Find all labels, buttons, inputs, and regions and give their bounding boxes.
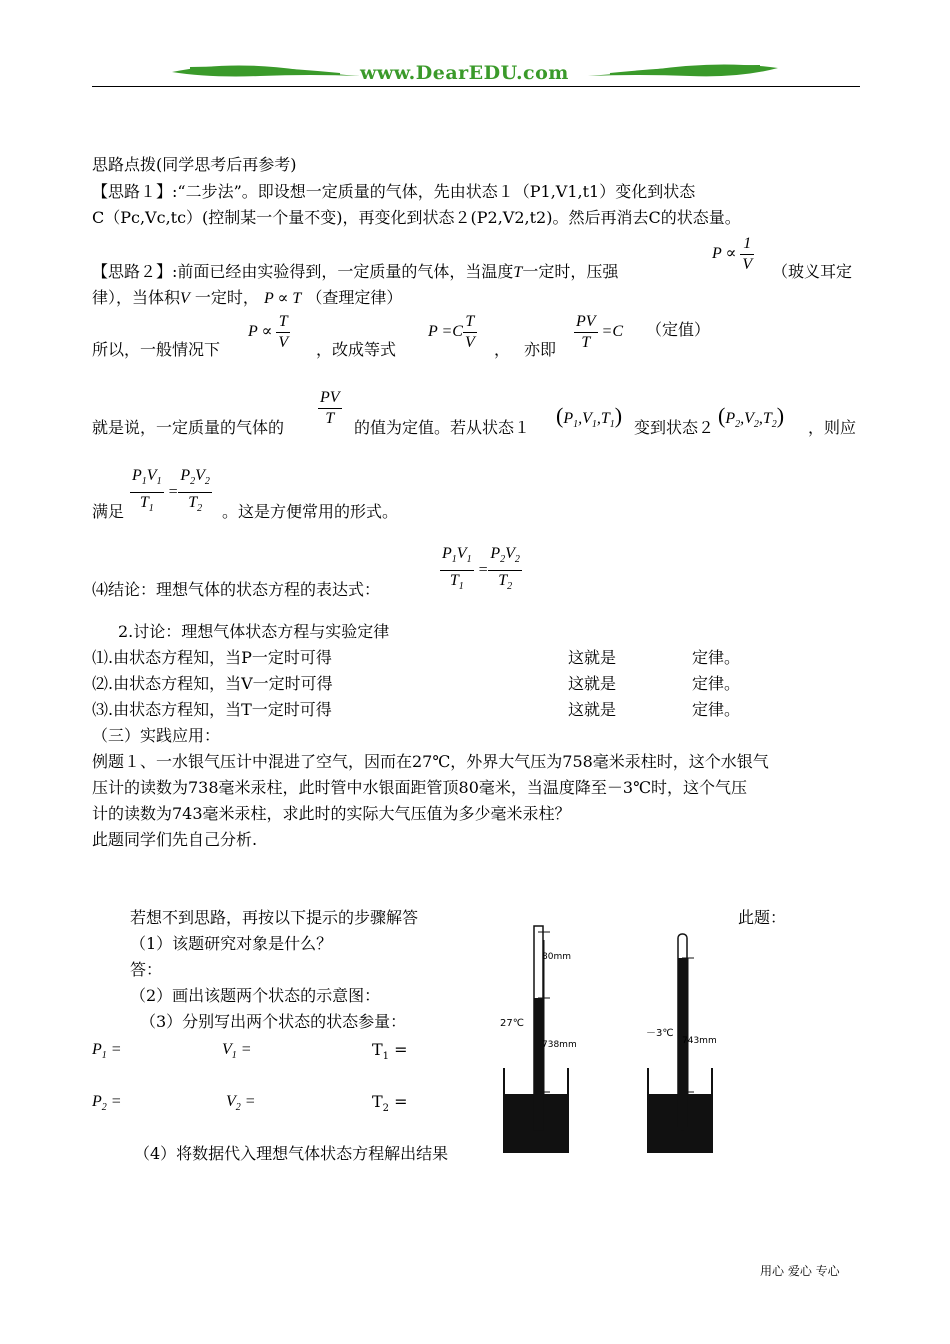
left-top-length: 80mm: [542, 952, 571, 962]
example-line1: 例题１、一水银气压计中混进了空气，因而在27℃，外界大气压为758毫米汞柱时，这个水银气: [92, 752, 769, 771]
discussion-title: 2.讨论：理想气体状态方程与实验定律: [118, 622, 390, 641]
row-text: ⑵.由状态方程知，当V一定时可得: [92, 674, 333, 693]
row-blank-b: 定律。: [692, 648, 741, 667]
conclusion: ⑷结论：理想气体的状态方程的表达式：: [92, 580, 381, 599]
v2-label: $V_2$ =: [226, 1093, 256, 1114]
formula-eq: P =C $\frac{T}{V}$: [428, 313, 475, 351]
satisfy-a: 满足: [92, 502, 125, 521]
header-rule: [92, 86, 860, 87]
const-line-a: 就是说，一定质量的气体的: [92, 418, 285, 437]
step1: （1）该题研究对象是什么？: [130, 934, 333, 953]
row-blank-b: 定律。: [692, 700, 741, 719]
formula-combined-2: $\frac{P_1V_1}{T_1}$ = $\frac{P_2V_2}{T_2}$: [442, 545, 520, 593]
intro-title: 思路点拨(同学思考后再参考): [92, 155, 297, 174]
satisfy-b: 。这是方便常用的形式。: [222, 502, 399, 521]
t1-label: $T_1$ =: [372, 1040, 408, 1063]
analyze-note: 此题同学们先自己分析.: [92, 830, 258, 849]
p1-label: $P_1$ =: [92, 1041, 122, 1062]
state2: $(P_2,V_2,T_2)$: [718, 403, 785, 431]
idea2-line2: 律），当体积V 一定时， P ∝ T （查理定律）: [92, 288, 403, 307]
barometer-diagram: [496, 918, 786, 1154]
so-line: 所以，一般情况下: [92, 340, 221, 359]
idea2-boyle: （玻义耳定: [772, 262, 853, 281]
header-logo: [170, 62, 780, 86]
left-bottom-length: 738mm: [542, 1040, 577, 1050]
so-comma: ，: [494, 340, 511, 359]
boyle-formula: P ∝ $\frac{1}{V}$: [712, 235, 753, 273]
practice-title: （三）实践应用：: [92, 726, 221, 745]
formula-combined-1: $\frac{P_1V_1}{T_1}$ = $\frac{P_2V_2}{T_2}$: [132, 467, 210, 515]
hint-text-end: 此题：: [738, 908, 787, 927]
t2-label: $T_2$ =: [372, 1092, 408, 1115]
idea2-line1: 【思路２】:前面已经由实验得到，一定质量的气体，当温度T一定时，压强: [92, 262, 619, 281]
v1-label: $V_1$ =: [222, 1041, 252, 1062]
const-line-d: ，则应: [808, 418, 857, 437]
example-line3: 计的读数为743毫米汞柱，求此时的实际大气压值为多少毫米汞柱？: [92, 804, 571, 823]
left-temperature: 27℃: [500, 1018, 524, 1029]
row-text: ⑶.由状态方程知，当T一定时可得: [92, 700, 332, 719]
const-line-b: 的值为定值。若从状态１: [354, 418, 531, 437]
state1: $(P_1,V_1,T_1)$: [556, 403, 623, 431]
formula-const: $\frac{PV}{T}$ =C: [576, 313, 624, 351]
so-also: 亦即: [524, 340, 557, 359]
step3: （3）分别写出两个状态的状态参量：: [140, 1012, 407, 1031]
example-line2: 压计的读数为738毫米汞柱，此时管中水银面距管顶80毫米，当温度降至－3℃时，这个气压: [92, 778, 747, 797]
step4: （4）将数据代入理想气体状态方程解出结果: [134, 1144, 449, 1163]
right-length: 743mm: [682, 1036, 717, 1046]
left-mercury-column: [534, 998, 543, 1130]
idea1-line1: 【思路１】:“二步法”。即设想一定质量的气体，先由状态１（P1,V1,t1）变化到状态: [92, 182, 696, 201]
row-blank-a: 这就是: [568, 674, 617, 693]
formula-prop: P ∝ $\frac{T}{V}$: [248, 313, 289, 351]
p2-label: $P_2$ =: [92, 1093, 122, 1114]
step2: （2）画出该题两个状态的示意图：: [130, 986, 381, 1005]
so-const-label: （定值）: [646, 320, 711, 339]
row-text: ⑴.由状态方程知，当P一定时可得: [92, 648, 332, 667]
footer-motto: 用心 爱心 专心: [760, 1264, 840, 1278]
row-blank-a: 这就是: [568, 700, 617, 719]
hint-text: 若想不到思路，再按以下提示的步骤解答: [130, 908, 419, 927]
row-blank-a: 这就是: [568, 648, 617, 667]
const-line-c: 变到状态２: [634, 418, 715, 437]
right-temperature: －3℃: [646, 1028, 674, 1039]
idea1-line2: C（Pc,Vc,tc）(控制某一个量不变)，再变化到状态２(P2,V2,t2)。然后再消去C的状态量。: [92, 208, 741, 227]
answer-label: 答：: [130, 960, 163, 979]
formula-pv-t: $\frac{PV}{T}$: [320, 389, 340, 427]
site-name: www.DearEDU.com: [360, 62, 569, 84]
barometer-figure: [496, 918, 786, 1154]
row-blank-b: 定律。: [692, 674, 741, 693]
so-change: ，改成等式: [316, 340, 397, 359]
